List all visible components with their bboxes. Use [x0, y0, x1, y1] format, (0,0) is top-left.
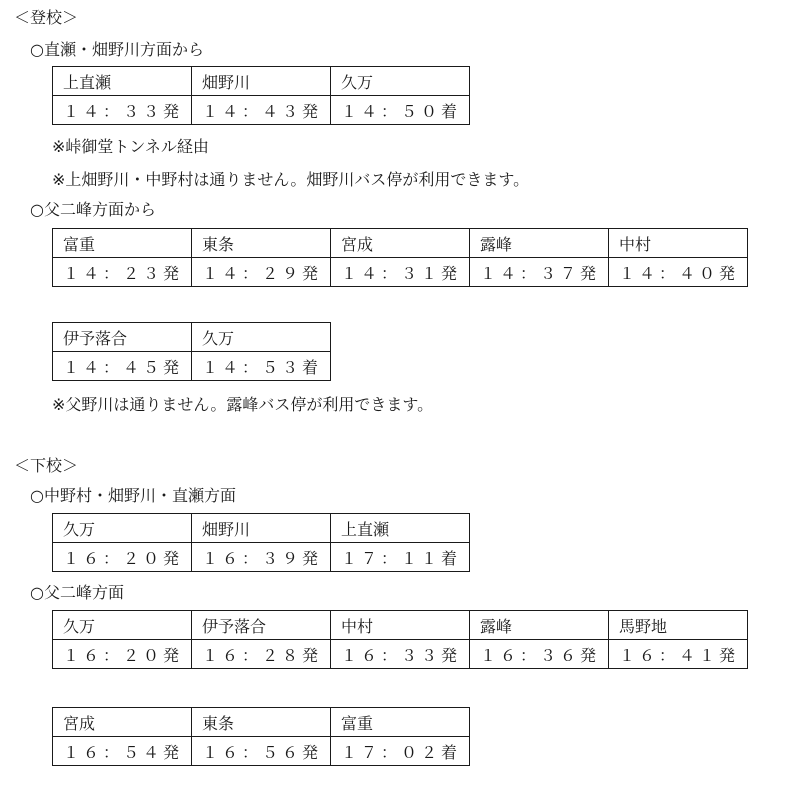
- upbound-route1-title: ○直瀬・畑野川方面から: [30, 40, 204, 59]
- stop-name-cell: 久万: [53, 514, 192, 543]
- stop-name-cell: 宮成: [53, 708, 192, 737]
- time-cell: １４：３７発: [470, 258, 609, 287]
- time-cell: １４：４０発: [609, 258, 748, 287]
- time-row: [53, 258, 748, 287]
- time-cell: １４：２３発: [53, 258, 192, 287]
- stop-name-cell: 畑野川: [192, 67, 331, 96]
- time-cell: １７：１１着: [331, 543, 470, 572]
- stop-name-cell: 中村: [609, 229, 748, 258]
- stop-name-cell: 富重: [331, 708, 470, 737]
- stop-name-cell: 伊予落合: [53, 323, 192, 352]
- time-row: [53, 640, 748, 669]
- stop-row: [53, 708, 470, 737]
- stop-row: [53, 229, 748, 258]
- time-cell: １４：５０着: [331, 96, 470, 125]
- stop-name-cell: 東条: [192, 708, 331, 737]
- time-row: [53, 737, 470, 766]
- time-row: [53, 96, 470, 125]
- time-cell: １４：３３発: [53, 96, 192, 125]
- time-cell: １６：３６発: [470, 640, 609, 669]
- stop-name-cell: 露峰: [470, 229, 609, 258]
- time-cell: １６：３９発: [192, 543, 331, 572]
- upbound-route1-note-2: ※上畑野川・中野村は通りません。畑野川バス停が利用できます。: [52, 170, 530, 189]
- time-cell: １６：２０発: [53, 543, 192, 572]
- stop-name-cell: 上直瀬: [53, 67, 192, 96]
- upbound-heading: ＜登校＞: [14, 8, 79, 27]
- downbound-route1-table: [52, 513, 470, 572]
- time-cell: １４：３１発: [331, 258, 470, 287]
- stop-row: [53, 514, 470, 543]
- time-cell: １４：２９発: [192, 258, 331, 287]
- stop-name-cell: 久万: [53, 611, 192, 640]
- time-cell: １６：２０発: [53, 640, 192, 669]
- time-row: [53, 352, 331, 381]
- stop-name-cell: 畑野川: [192, 514, 331, 543]
- stop-name-cell: 久万: [192, 323, 331, 352]
- time-cell: １６：５６発: [192, 737, 331, 766]
- downbound-heading: ＜下校＞: [14, 456, 79, 475]
- time-cell: １４：４５発: [53, 352, 192, 381]
- stop-row: [53, 323, 331, 352]
- stop-name-cell: 上直瀬: [331, 514, 470, 543]
- stop-row: [53, 611, 748, 640]
- upbound-route2-table-1: [52, 228, 748, 287]
- time-row: [53, 543, 470, 572]
- stop-name-cell: 東条: [192, 229, 331, 258]
- upbound-route1-table: [52, 66, 470, 125]
- time-cell: １６：５４発: [53, 737, 192, 766]
- time-cell: １６：２８発: [192, 640, 331, 669]
- stop-name-cell: 宮成: [331, 229, 470, 258]
- stop-name-cell: 馬野地: [609, 611, 748, 640]
- time-cell: １６：３３発: [331, 640, 470, 669]
- downbound-route2-table-1: [52, 610, 748, 669]
- upbound-route1-note-1: ※峠御堂トンネル経由: [52, 137, 209, 156]
- stop-name-cell: 富重: [53, 229, 192, 258]
- downbound-route1-title: ○中野村・畑野川・直瀬方面: [30, 486, 236, 505]
- upbound-route2-table-2: [52, 322, 331, 381]
- time-cell: １４：４３発: [192, 96, 331, 125]
- downbound-route2-table-2: [52, 707, 470, 766]
- stop-name-cell: 露峰: [470, 611, 609, 640]
- time-cell: １６：４１発: [609, 640, 748, 669]
- stop-row: [53, 67, 470, 96]
- stop-name-cell: 久万: [331, 67, 470, 96]
- time-cell: １４：５３着: [192, 352, 331, 381]
- upbound-route2-title: ○父二峰方面から: [30, 200, 156, 219]
- downbound-route2-title: ○父二峰方面: [30, 583, 124, 602]
- time-cell: １７：０２着: [331, 737, 470, 766]
- upbound-route2-note-1: ※父野川は通りません。露峰バス停が利用できます。: [52, 395, 434, 414]
- stop-name-cell: 中村: [331, 611, 470, 640]
- stop-name-cell: 伊予落合: [192, 611, 331, 640]
